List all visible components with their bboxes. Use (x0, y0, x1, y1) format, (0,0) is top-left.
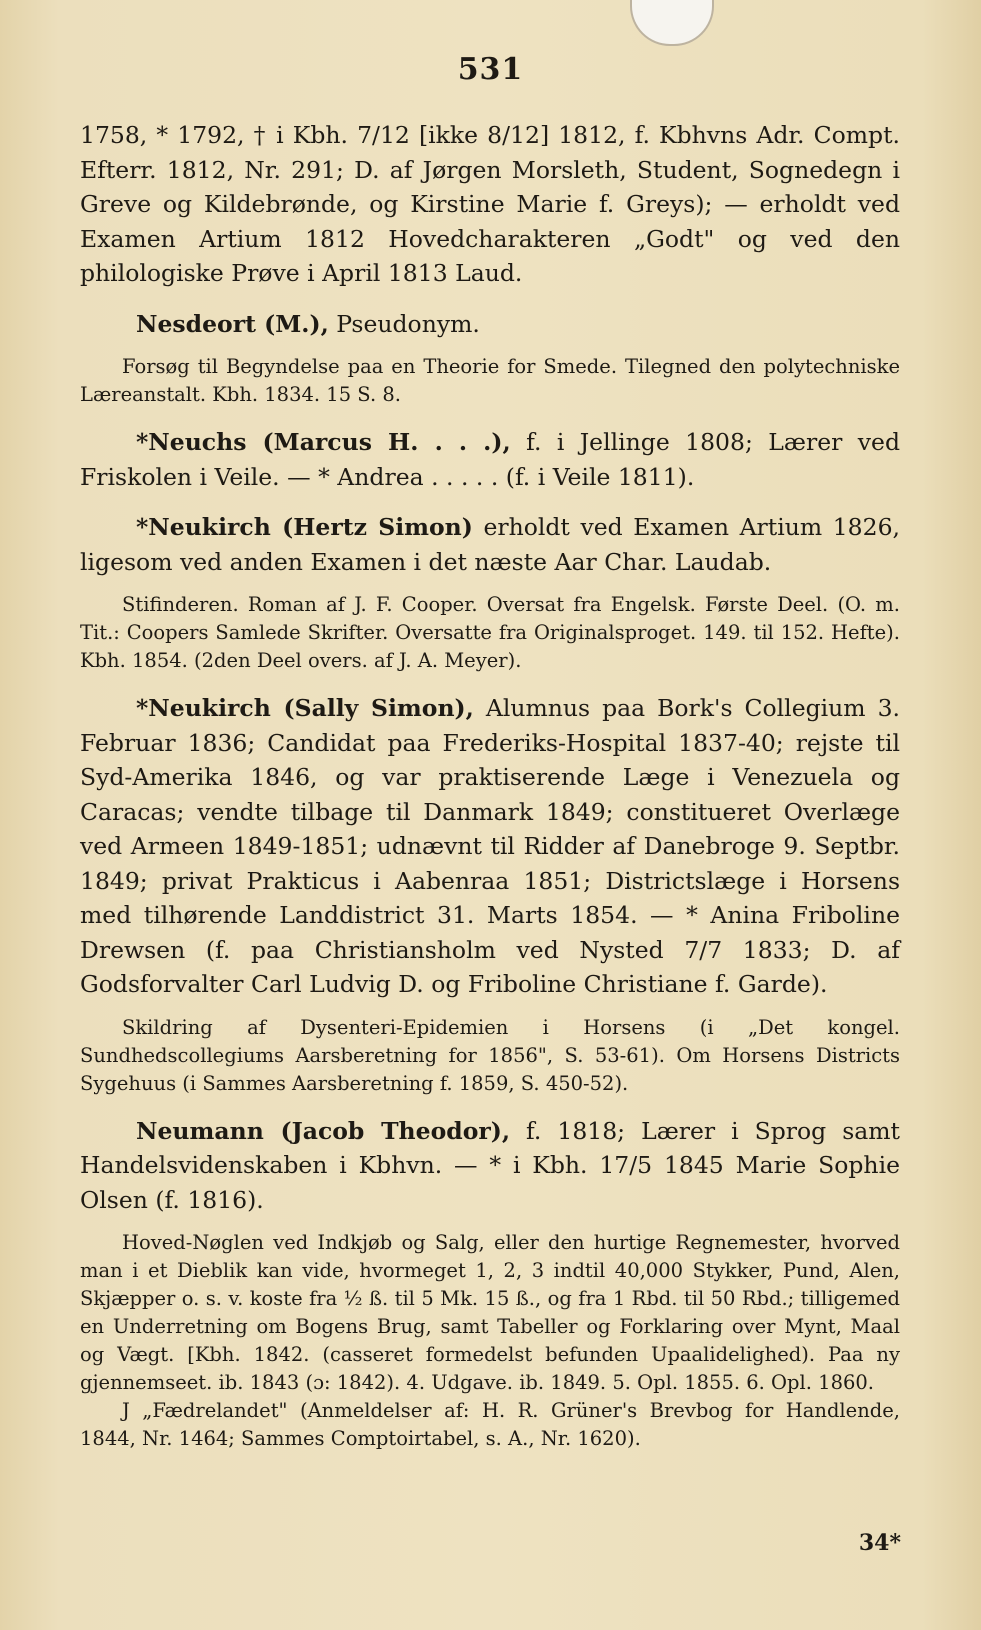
work-listing: Skildring af Dysenteri-Epidemien i Horsens (i „Det kongel. Sundhedscollegiums Aarsberetning for 1856", S. 53-61). Om Horsens Districts Sygehuus (i Sammes Aarsberetning f. 1859, S. 450-52). (80, 1015, 900, 1095)
page-clip-mark (630, 0, 714, 46)
work-listing: Hoved-Nøglen ved Indkjøb og Salg, eller den hurtige Regnemester, hvorved man i et Dieblik kan vide, hvormeget 1, 2, 3 indtil 40,000 Stykker, Pund, Alen, Skjæpper o. s. v. koste fra ½ ß. til 5 Mk. 15 ß., og fra 1 Rbd. til 50 Rbd.; tilligemed en Underretning om Bogens Brug, samt Tabeller og Forklaring over Mynt, Maal og Vægt. [Kbh. 1842. (casseret formedelst befunden Upaalidelighed). Paa ny gjennemseet. ib. 1843 (ɔ: 1842). 4. Udgave. ib. 1849. 5. Opl. 1855. 6. Opl. 1860. (80, 1231, 900, 1394)
entry-name: Neumann (Jacob Theodor), (136, 1116, 511, 1145)
entry-name: *Neuchs (Marcus H. . . .), (136, 428, 511, 456)
entry-neukirch-hertz: *Neukirch (Hertz Simon) erholdt ved Examen Artium 1826, ligesom ved anden Examen i det næste Aar Char. Laudab. (80, 513, 901, 576)
work-listing: J „Fædrelandet" (Anmeldelser af: H. R. Grüner's Brevbog for Handlende, 1844, Nr. 1464; Sammes Comptoirtabel, s. A., Nr. 1620). (80, 1399, 900, 1450)
entry-neumann: Neumann (Jacob Theodor), f. 1818; Lærer i Sprog samt Handelsvidenskaben i Kbhvn. — * i Kbh. 17/5 1845 Marie Sophie Olsen (f. 1816). (80, 1116, 901, 1214)
text-column (80, 118, 900, 1453)
work-listing: Stifinderen. Roman af J. F. Cooper. Oversat fra Engelsk. Første Deel. (O. m. Tit.: Coopers Samlede Skrifter. Oversatte fra Originalsproget. 149. til 152. Hefte). Kbh. 1854. (2den Deel overs. af J. A. Meyer). (80, 593, 900, 672)
entry-name: *Neukirch (Sally Simon), (136, 694, 474, 722)
page-number: 531 (457, 52, 524, 87)
signature-mark: 34* (858, 1530, 901, 1556)
entry-neuchs: *Neuchs (Marcus H. . . .), f. i Jellinge 1808; Lærer ved Friskolen i Veile. — * Andrea . . . . . (f. i Veile 1811). (80, 428, 900, 491)
entry-neukirch-sally: *Neukirch (Sally Simon), Alumnus paa Bork's Collegium 3. Februar 1836; Candidat paa Frederiks-Hospital 1837-40; rejste til Syd-Amerika 1846, og var praktiserende Læge i Venezuela og Caracas; vendte tilbage til Danmark 1849; constitueret Overlæge ved Armeen 1849-1851; udnævnt til Ridder af Danebroge 9. Septbr. 1849; privat Prakticus i Aabenraa 1851; Districtslæge i Horsens med tilhørende Landdistrict 31. Marts 1854. — * Anina Friboline Drewsen (f. paa Christiansholm ved Nysted 7/7 1833; D. af Godsforvalter Carl Ludvig D. og Friboline Christiane f. Garde). (80, 694, 900, 998)
entry-name: Nesdeort (M.), (136, 309, 329, 338)
entry-continuation: 1758, * 1792, † i Kbh. 7/12 [ikke 8/12] 1812, f. Kbhvns Adr. Compt. Efterr. 1812, Nr. 291; D. af Jørgen Morsleth, Student, Sognedegn i Greve og Kildebrønde, og Kirstine Marie f. Greys); — erholdt ved Examen Artium 1812 Hovedcharakteren „Godt" og ved den philologiske Prøve i April 1813 Laud. (80, 121, 900, 287)
entry-name: *Neukirch (Hertz Simon) (136, 513, 473, 541)
entry-nesdeort: Nesdeort (M.), Pseudonym. (136, 309, 480, 338)
work-listing: Forsøg til Begyndelse paa en Theorie for Smede. Tilegned den polytechniske Læreanstalt. Kbh. 1834. 15 S. 8. (80, 355, 900, 406)
